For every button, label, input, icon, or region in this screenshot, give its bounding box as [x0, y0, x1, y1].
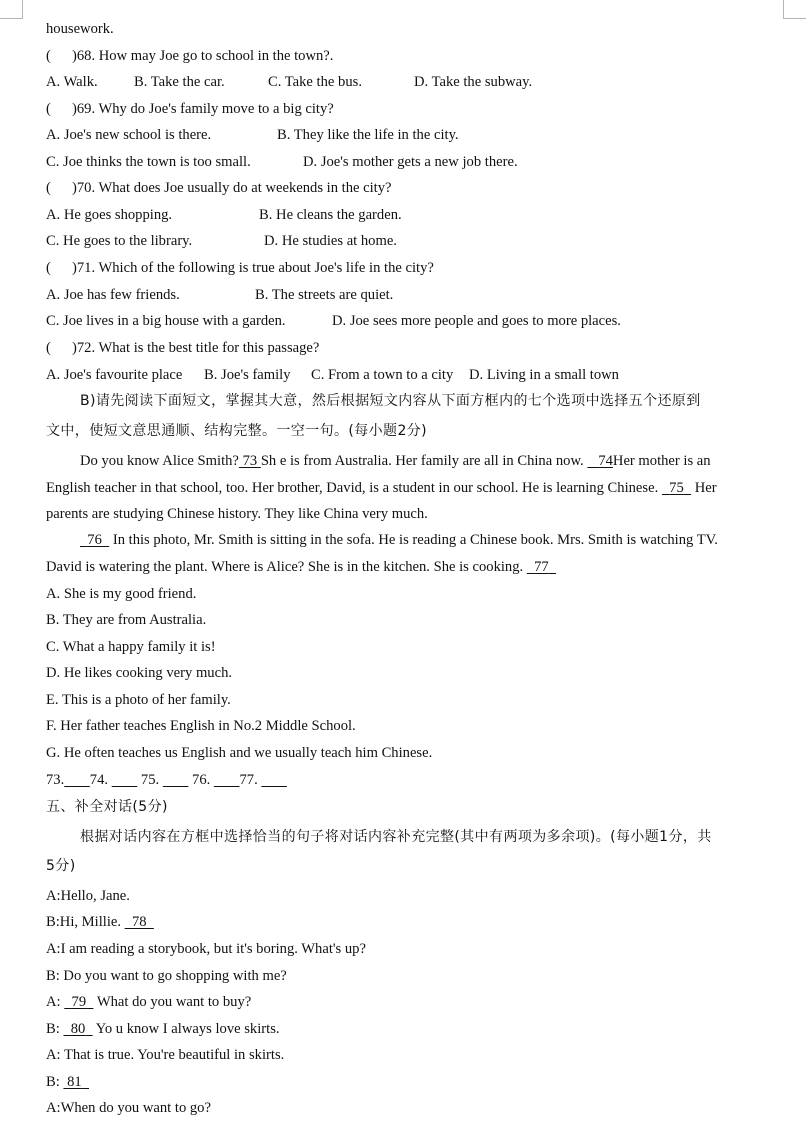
- section-b-instruction-cont: 文中，使短文意思通顺、结构完整。一空一句。(每小题2分): [46, 423, 428, 439]
- option: D. He studies at home.: [264, 233, 397, 249]
- choice-a: A. She is my good friend.: [46, 586, 197, 602]
- option: C. Joe lives in a big house with a garden.: [46, 313, 286, 329]
- blank-73[interactable]: 73: [242, 453, 258, 469]
- option: A. Joe has few friends.: [46, 287, 180, 303]
- question-70-options-row-2: [46, 232, 758, 250]
- question-69-options-row-2: [46, 153, 758, 171]
- dialog-line-9: A:When do you want to go?: [46, 1100, 211, 1116]
- page-corner-mark-right: [783, 0, 806, 19]
- dialog-line-2: B:Hi, Millie. 78: [46, 913, 154, 931]
- option: B. The streets are quiet.: [255, 287, 394, 303]
- answer-blank-73[interactable]: [64, 771, 90, 789]
- question-71-options-row-1: [46, 286, 758, 304]
- section-five-instruction-cont: 5分): [46, 858, 76, 874]
- blank-78[interactable]: 78: [131, 914, 147, 930]
- option: A. He goes shopping.: [46, 207, 173, 223]
- question-69-options-row-1: [46, 126, 758, 144]
- option: D. Take the subway.: [414, 74, 533, 90]
- option: A. Walk.: [46, 74, 98, 90]
- option: C. Joe thinks the town is too small.: [46, 154, 251, 170]
- question-71-options-row-2: [46, 312, 758, 330]
- section-b-instruction: B)请先阅读下面短文，掌握其大意，然后根据短文内容从下面方框内的七个选项中选择五个还原到: [80, 393, 701, 409]
- section-five-instruction: 根据对话内容在方框中选择恰当的句子将对话内容补充完整(其中有两项为多余项)。(每小题1分，共: [80, 829, 712, 845]
- answer-blank-76[interactable]: [214, 771, 240, 789]
- question-68: ( )68. How may Joe go to school in the town?.: [46, 48, 334, 64]
- choice-g: G. He often teaches us English and we usually teach him Chinese.: [46, 745, 433, 761]
- section-five-title: 五、补全对话(5分): [46, 799, 168, 815]
- answer-blank-74[interactable]: [112, 771, 138, 789]
- answer-line: 73. 74. 75. 76. 77.: [46, 771, 287, 789]
- question-68-options: [46, 73, 758, 91]
- option: D. Living in a small town: [469, 367, 619, 383]
- option: B. He cleans the garden.: [259, 207, 402, 223]
- question-71: ( )71. Which of the following is true about Joe's life in the city?: [46, 260, 434, 276]
- question-70: ( )70. What does Joe usually do at weekends in the city?: [46, 180, 392, 196]
- passage-line-4: 76 In this photo, Mr. Smith is sitting in the sofa. He is reading a Chinese book. Mrs. Smith is watching TV.: [80, 531, 718, 549]
- question-70-options-row-1: [46, 206, 758, 224]
- continued-text: housework.: [46, 21, 114, 37]
- question-69: ( )69. Why do Joe's family move to a big city?: [46, 101, 334, 117]
- passage-line-1: Do you know Alice Smith? 73 Sh e is from Australia. Her family are all in China now. 74Her mother is an: [80, 453, 711, 469]
- passage-line-5: David is watering the plant. Where is Alice? She is in the kitchen. She is cooking. 77: [46, 558, 556, 576]
- blank-81[interactable]: 81: [67, 1074, 82, 1090]
- question-72: ( )72. What is the best title for this passage?: [46, 340, 320, 356]
- option: A. Joe's favourite place: [46, 367, 183, 383]
- option: B. Take the car.: [134, 74, 225, 90]
- dialog-line-8: B: 81: [46, 1073, 89, 1091]
- option: C. From a town to a city: [311, 367, 454, 383]
- question-72-options: [46, 366, 758, 384]
- passage-line-3: parents are studying Chinese history. They like China very much.: [46, 506, 428, 522]
- dialog-line-6: B: 80 Yo u know I always love skirts.: [46, 1021, 280, 1037]
- blank-75[interactable]: 75: [669, 480, 684, 496]
- option: D. Joe sees more people and goes to more places.: [332, 313, 621, 329]
- dialog-line-1: A:Hello, Jane.: [46, 888, 130, 904]
- dialog-line-4: B: Do you want to go shopping with me?: [46, 968, 287, 984]
- answer-blank-75[interactable]: [163, 771, 189, 789]
- option: A. Joe's new school is there.: [46, 127, 212, 143]
- blank-80[interactable]: 80: [70, 1021, 86, 1037]
- page-corner-mark-left: [0, 0, 23, 19]
- choice-d: D. He likes cooking very much.: [46, 665, 233, 681]
- blank-74[interactable]: 74: [598, 453, 613, 469]
- blank-76[interactable]: 76: [87, 532, 102, 548]
- option: C. Take the bus.: [268, 74, 362, 90]
- dialog-line-7: A: That is true. You're beautiful in skirts.: [46, 1047, 285, 1063]
- blank-79[interactable]: 79: [71, 994, 87, 1010]
- choice-f: F. Her father teaches English in No.2 Middle School.: [46, 718, 356, 734]
- answer-blank-77[interactable]: [261, 771, 287, 789]
- dialog-line-3: A:I am reading a storybook, but it's boring. What's up?: [46, 941, 366, 957]
- dialog-line-5: A: 79 What do you want to buy?: [46, 994, 252, 1010]
- passage-line-2: English teacher in that school, too. Her brother, David, is a student in our school. He is learning Chinese. 75 Her: [46, 480, 717, 496]
- option: D. Joe's mother gets a new job there.: [303, 154, 518, 170]
- option: B. Joe's family: [204, 367, 291, 383]
- choice-c: C. What a happy family it is!: [46, 639, 216, 655]
- option: C. He goes to the library.: [46, 233, 193, 249]
- choice-e: E. This is a photo of her family.: [46, 692, 231, 708]
- blank-77[interactable]: 77: [534, 559, 549, 575]
- option: B. They like the life in the city.: [277, 127, 459, 143]
- choice-b: B. They are from Australia.: [46, 612, 207, 628]
